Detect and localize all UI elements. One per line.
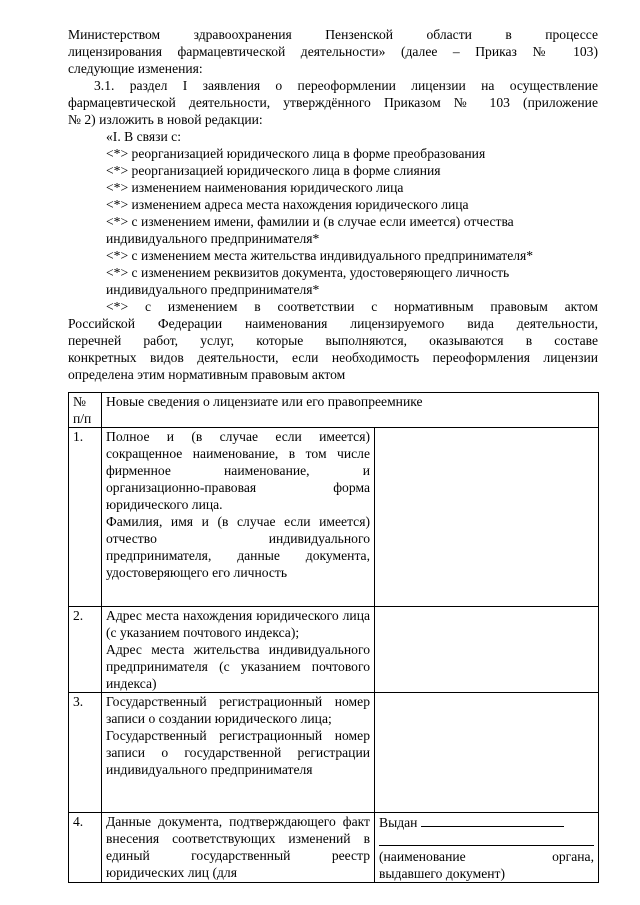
header-num-cell (69, 393, 102, 428)
row-label (102, 813, 375, 883)
intro-line-2: лицензирования фармацевтической деятельности» (далее – Приказ № 103) (68, 44, 598, 59)
row-label (102, 693, 375, 813)
row-label-part-2: Адрес места жительства индивидуального предпринимателя (с указанием почтового индекса) (106, 642, 370, 691)
row-label-part-1: Данные документа, подтверждающего факт внесения соответствующих изменений в единый государственный реестр юридических лиц (для (106, 814, 370, 880)
row-label-part-1: Полное и (в случае если имеется) сокращенное наименование, в том числе фирменное наименование, и организационно-правовая форма юридического лица. (106, 429, 370, 512)
header-title-cell: Новые сведения о лицензиате или его правопреемнике (102, 393, 599, 428)
list-item: <*> изменением адреса места нахождения юридического лица (106, 197, 469, 212)
row-number: 3. (69, 693, 102, 813)
row-value-cell[interactable] (375, 607, 599, 693)
list-item-continuation: индивидуального предпринимателя* (106, 282, 320, 297)
issuer-caption-line-2: выдавшего документ) (379, 866, 505, 881)
list-item: <*> реорганизацией юридического лица в форме преобразования (106, 146, 486, 161)
table-header-row (69, 393, 599, 428)
list-item: <*> с изменением места жительства индивидуального предпринимателя* (106, 248, 534, 263)
list-item: <*> с изменением имени, фамилии и (в случае если имеется) отчества (106, 214, 514, 229)
row-number: 1. (69, 428, 102, 607)
list-item-continuation: перечней работ, услуг, которые выполняются, оказываются в составе (68, 333, 598, 348)
table-row (69, 813, 599, 883)
para-3-1-line-2: фармацевтической деятельности, утверждённого Приказом № 103 (приложение (68, 95, 598, 110)
list-item: <*> изменением наименования юридического лица (106, 180, 404, 195)
row-label (102, 607, 375, 693)
intro-line-1: Министерством здравоохранения Пензенской области в процессе (68, 27, 598, 42)
issued-by-field-continuation[interactable] (379, 831, 594, 846)
row-label-part-1: Государственный регистрационный номер записи о создании юридического лица; (106, 694, 370, 726)
document-body (68, 26, 598, 383)
issuer-caption-line-1 (379, 848, 594, 865)
row-value-cell[interactable] (375, 693, 599, 813)
list-item: <*> с изменением в соответствии с нормативным правовым актом (106, 299, 598, 314)
row-label-part-1: Адрес места нахождения юридического лица (с указанием почтового индекса); (106, 608, 370, 640)
row-number: 2. (69, 607, 102, 693)
row-value-cell[interactable] (375, 428, 599, 607)
para-3-1-line-3: № 2) изложить в новой редакции: (68, 112, 263, 127)
issued-by-label: Выдан (379, 815, 418, 830)
row-value-cell (375, 813, 599, 883)
list-item-continuation: индивидуального предпринимателя* (106, 231, 320, 246)
table-row (69, 607, 599, 693)
list-item-continuation: определена этим нормативным правовым актом (68, 367, 346, 382)
issuer-caption-word: (наименование (379, 849, 466, 864)
row-number: 4. (69, 813, 102, 883)
list-item: <*> реорганизацией юридического лица в форме слияния (106, 163, 441, 178)
list-item-continuation: Российской Федерации наименования лицензируемого вида деятельности, (68, 316, 598, 331)
section-heading: «I. В связи с: (106, 129, 181, 144)
intro-line-3: следующие изменения: (68, 61, 203, 76)
para-3-1-line-1: 3.1. раздел I заявления о переоформлении лицензии на осуществление (94, 78, 598, 93)
row-label (102, 428, 375, 607)
row-label-part-2: Фамилия, имя и (в случае если имеется) отчество индивидуального предпринимателя, данные документа, удостоверяющего его личность (106, 514, 370, 580)
issued-by-line (379, 813, 594, 831)
table-row (69, 693, 599, 813)
licensee-info-table (68, 392, 599, 883)
issuer-caption-word: органа, (552, 849, 594, 864)
header-num-line-2: п/п (73, 411, 92, 426)
header-num-line-1: № (73, 394, 86, 409)
table-row (69, 428, 599, 607)
row-label-part-2: Государственный регистрационный номер записи о государственной регистрации индивидуального предпринимателя (106, 728, 370, 777)
list-item-continuation: конкретных видов деятельности, если необходимость переоформления лицензии (68, 350, 598, 365)
list-item: <*> с изменением реквизитов документа, удостоверяющего личность (106, 265, 510, 280)
issued-by-field[interactable] (421, 813, 564, 827)
